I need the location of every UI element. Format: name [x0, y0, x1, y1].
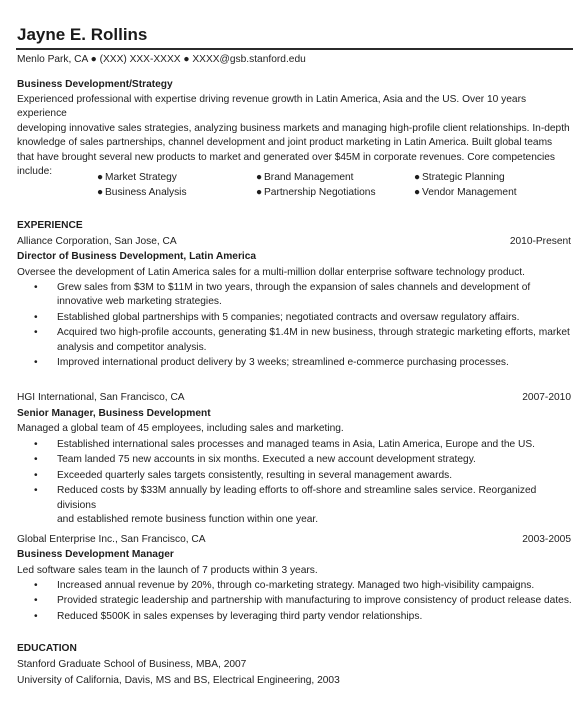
bullet-icon: •	[34, 610, 38, 622]
job-dates: 2007-2010	[522, 392, 571, 403]
contact-line: Menlo Park, CA ● (XXX) XXX-XXXX ● XXXX@gsb.stanford.edu	[17, 54, 306, 65]
list-item	[34, 326, 574, 355]
bullet-text: Established global partnerships with 5 companies; negotiated contracts and oversaw regulatory affairs.	[57, 311, 520, 323]
list-item	[34, 469, 574, 483]
job-intro: Managed a global team of 45 employees, including sales and marketing.	[17, 423, 344, 434]
bullet-text: Increased annual revenue by 20%, through co-marketing strategy. Managed two high-visibility campaigns.	[57, 580, 535, 591]
competency-item	[414, 171, 584, 186]
job-company: Alliance Corporation, San Jose, CA	[17, 236, 177, 247]
education-heading: EDUCATION	[17, 643, 77, 654]
competency-item	[256, 171, 426, 186]
bullet-text: Acquired two high-profile accounts, generating $1.4M in new business, through strategic marketing efforts, market	[57, 327, 570, 339]
job-role: Senior Manager, Business Development	[17, 408, 211, 419]
competency-item	[97, 186, 267, 201]
bullet-icon: •	[34, 454, 38, 466]
list-item	[34, 438, 574, 452]
summary-line: knowledge of sales partnerships, channel development and joint product marketing in Latin America. Built global teams	[17, 137, 553, 149]
list-item	[34, 484, 574, 527]
job-dates: 2010-Present	[509, 236, 571, 247]
education-entry: Stanford Graduate School of Business, MBA, 2007	[17, 659, 247, 670]
bullet-icon: •	[34, 595, 38, 607]
summary-line: include:	[17, 166, 53, 178]
list-item	[34, 281, 574, 310]
bullet-text: Provided strategic leadership and partnership with manufacturing to improve consistency of product release dates.	[57, 595, 572, 607]
bullet-icon: •	[34, 357, 38, 369]
experience-heading: EXPERIENCE	[17, 220, 83, 231]
job-header	[17, 235, 571, 249]
job-header	[17, 391, 571, 405]
bullet-icon: •	[34, 282, 38, 293]
job-role: Director of Business Development, Latin America	[17, 251, 257, 262]
bullet-text: Established international sales processes and managed teams in Asia, Latin America, Europe and the US.	[57, 439, 535, 450]
competency-column	[97, 171, 267, 201]
bullet-icon: •	[34, 580, 38, 591]
job-dates: 2003-2005	[522, 534, 571, 545]
job-company: HGI International, San Francisco, CA	[17, 392, 185, 403]
summary-line: Experienced professional with expertise driving revenue growth in Latin America, Asia and the US. Over 10 years experience	[17, 94, 527, 120]
list-item	[34, 594, 574, 608]
competency-label: Partnership Negotiations	[264, 187, 376, 198]
bullet-text: Grew sales from $3M to $11M in two years, through the expansion of sales channels and development of	[57, 282, 531, 293]
competency-label: Vendor Management	[422, 187, 517, 198]
job-role: Business Development Manager	[17, 549, 174, 560]
bullet-text: Improved international product delivery by 3 weeks; streamlined e-commerce purchasing processes.	[57, 357, 509, 369]
summary-line: that have brought several new products to market and generated over $45M in corporate revenues. Core competencies	[17, 151, 555, 163]
education-entry: University of California, Davis, MS and BS, Electrical Engineering, 2003	[17, 675, 340, 686]
bullet-icon: •	[34, 439, 38, 450]
competency-label: Brand Management	[264, 172, 354, 183]
bullet-text: Reduced $500K in sales expenses by leveraging third party vendor relationships.	[57, 610, 423, 622]
bullet-text: analysis and competitor analysis.	[57, 341, 207, 353]
competency-item	[414, 186, 584, 201]
competency-item	[256, 186, 426, 201]
job-header	[17, 533, 571, 547]
competency-column	[256, 171, 426, 201]
summary-title: Business Development/Strategy	[17, 79, 173, 90]
bullet-icon: ●	[414, 187, 421, 198]
job-intro: Led software sales team in the launch of 7 products within 3 years.	[17, 565, 318, 576]
bullet-icon: ●	[414, 172, 421, 183]
bullet-icon: ●	[256, 172, 263, 183]
competency-label: Market Strategy	[105, 172, 177, 183]
summary-line: developing innovative sales strategies, analyzing business markets and managing high-profile client relationships. In-depth	[17, 122, 570, 134]
job-bullets	[34, 438, 574, 528]
list-item	[34, 579, 574, 593]
job-company: Global Enterprise Inc., San Francisco, CA	[17, 534, 206, 545]
competency-label: Strategic Planning	[422, 172, 505, 183]
job-bullets	[34, 281, 574, 371]
bullet-icon: •	[34, 469, 38, 481]
job-bullets	[34, 579, 574, 625]
bullet-text: Team landed 75 new accounts in six months. Executed a new account development strategy.	[57, 454, 476, 466]
header-divider	[16, 48, 573, 50]
competency-label: Business Analysis	[105, 187, 187, 198]
list-item	[34, 453, 574, 467]
job-intro: Oversee the development of Latin America sales for a multi-million dollar enterprise software technology product.	[17, 267, 525, 278]
bullet-icon: •	[34, 327, 38, 339]
list-item	[34, 610, 574, 624]
competency-column	[414, 171, 584, 201]
bullet-text: innovative web marketing strategies.	[57, 296, 222, 308]
bullet-icon: ●	[256, 187, 263, 198]
candidate-name: Jayne E. Rollins	[17, 25, 148, 44]
bullet-icon: ●	[97, 172, 104, 183]
bullet-text: Exceeded quarterly sales targets consistently, resulting in several management awards.	[57, 469, 453, 481]
list-item	[34, 356, 574, 370]
bullet-icon: •	[34, 485, 38, 497]
bullet-icon: •	[34, 311, 38, 323]
bullet-text: Reduced costs by $33M annually by leading efforts to off-shore and streamline sales service. Reorganized divisions	[57, 485, 537, 511]
bullet-text: and established remote business function within one year.	[57, 514, 319, 526]
competency-item	[97, 171, 267, 186]
bullet-icon: ●	[97, 187, 104, 198]
summary-text	[17, 93, 577, 179]
list-item	[34, 311, 574, 325]
